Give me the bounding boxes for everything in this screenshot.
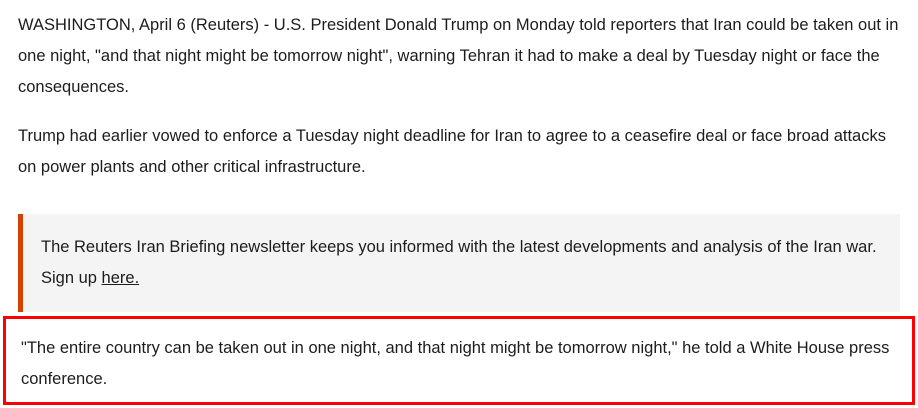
newsletter-callout bbox=[18, 214, 900, 312]
newsletter-callout-text bbox=[41, 232, 878, 294]
highlighted-quote-text: "The entire country can be taken out in one night, and that night might be tomorrow night," he told a White House press conference. bbox=[21, 339, 890, 388]
highlighted-quote-box bbox=[3, 316, 915, 405]
newsletter-signup-link[interactable]: here. bbox=[101, 269, 140, 287]
article-paragraph: Trump had earlier vowed to enforce a Tuesday night deadline for Iran to agree to a ceasefire deal or face broad attacks on power plants and other critical infrastructure. bbox=[18, 127, 886, 176]
newsletter-callout-body: The Reuters Iran Briefing newsletter keeps you informed with the latest developments and analysis of the Iran war. Sign up bbox=[41, 238, 877, 287]
article-paragraph: WASHINGTON, April 6 (Reuters) - U.S. President Donald Trump on Monday told reporters that Iran could be taken out in one night, "and that night might be tomorrow night", warning Tehran it had to make a deal by Tuesday night or face the consequences. bbox=[18, 16, 899, 96]
